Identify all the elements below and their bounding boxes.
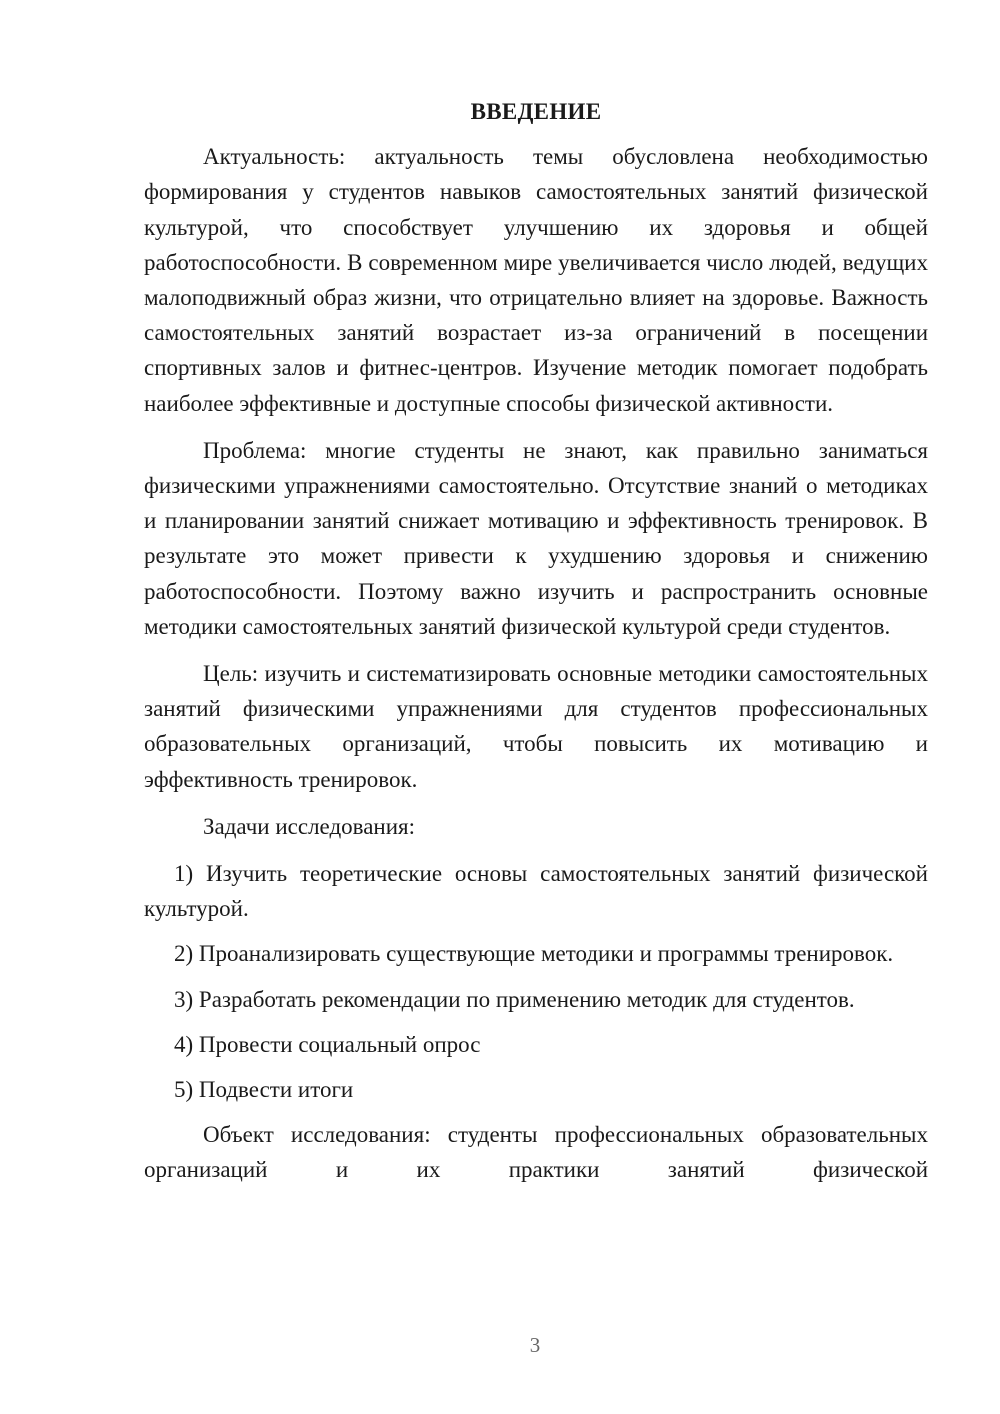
- list-item: 5) Подвести итоги: [174, 1077, 354, 1103]
- paragraph-relevance: Актуальность: актуальность темы обусловлена необходимостью формирования у студентов навыков самостоятельных занятий физической культурой, что способствует улучшению их здоровья и общей работоспособности. В современном мире увеличивается число людей, ведущих малоподвижный образ жизни, что отрицательно влияет на здоровье. Важность самостоятельных занятий возрастает из-за ограничений в посещении спортивных залов и фитнес-центров. Изучение методик помогает подобрать наиболее эффективные и доступные способы физической активности.: [144, 144, 928, 416]
- list-item: 1) Изучить теоретические основы самостоятельных занятий физической культурой.: [144, 861, 928, 922]
- list-item: 2) Проанализировать существующие методики и программы тренировок.: [174, 941, 894, 967]
- paragraph-goal: Цель: изучить и систематизировать основные методики самостоятельных занятий физическими упражнениями для студентов профессиональных образовательных организаций, чтобы повысить их мотивацию и эффективность тренировок.: [144, 661, 928, 792]
- section-title: ВВЕДЕНИЕ: [470, 99, 602, 124]
- list-item: 4) Провести социальный опрос: [174, 1031, 481, 1057]
- paragraph-problem: Проблема: многие студенты не знают, как правильно заниматься физическими упражнениями самостоятельно. Отсутствие знаний о методиках и планировании занятий снижает мотивацию и эффективность тренировок. В результате это может привести к ухудшению здоровья и снижению работоспособности. Поэтому важно изучить и распространить основные методики самостоятельных занятий физической культурой среди студентов.: [144, 437, 928, 639]
- tasks-list: [144, 856, 928, 1107]
- paragraph-object: Объект исследования: студенты профессиональных образовательных организаций и их практики занятий физической: [144, 1122, 928, 1183]
- tasks-heading: Задачи исследования:: [203, 813, 416, 839]
- page-body: [144, 94, 928, 1200]
- list-item: 3) Разработать рекомендации по применению методик для студентов.: [174, 986, 855, 1012]
- page-number: 3: [529, 1333, 541, 1357]
